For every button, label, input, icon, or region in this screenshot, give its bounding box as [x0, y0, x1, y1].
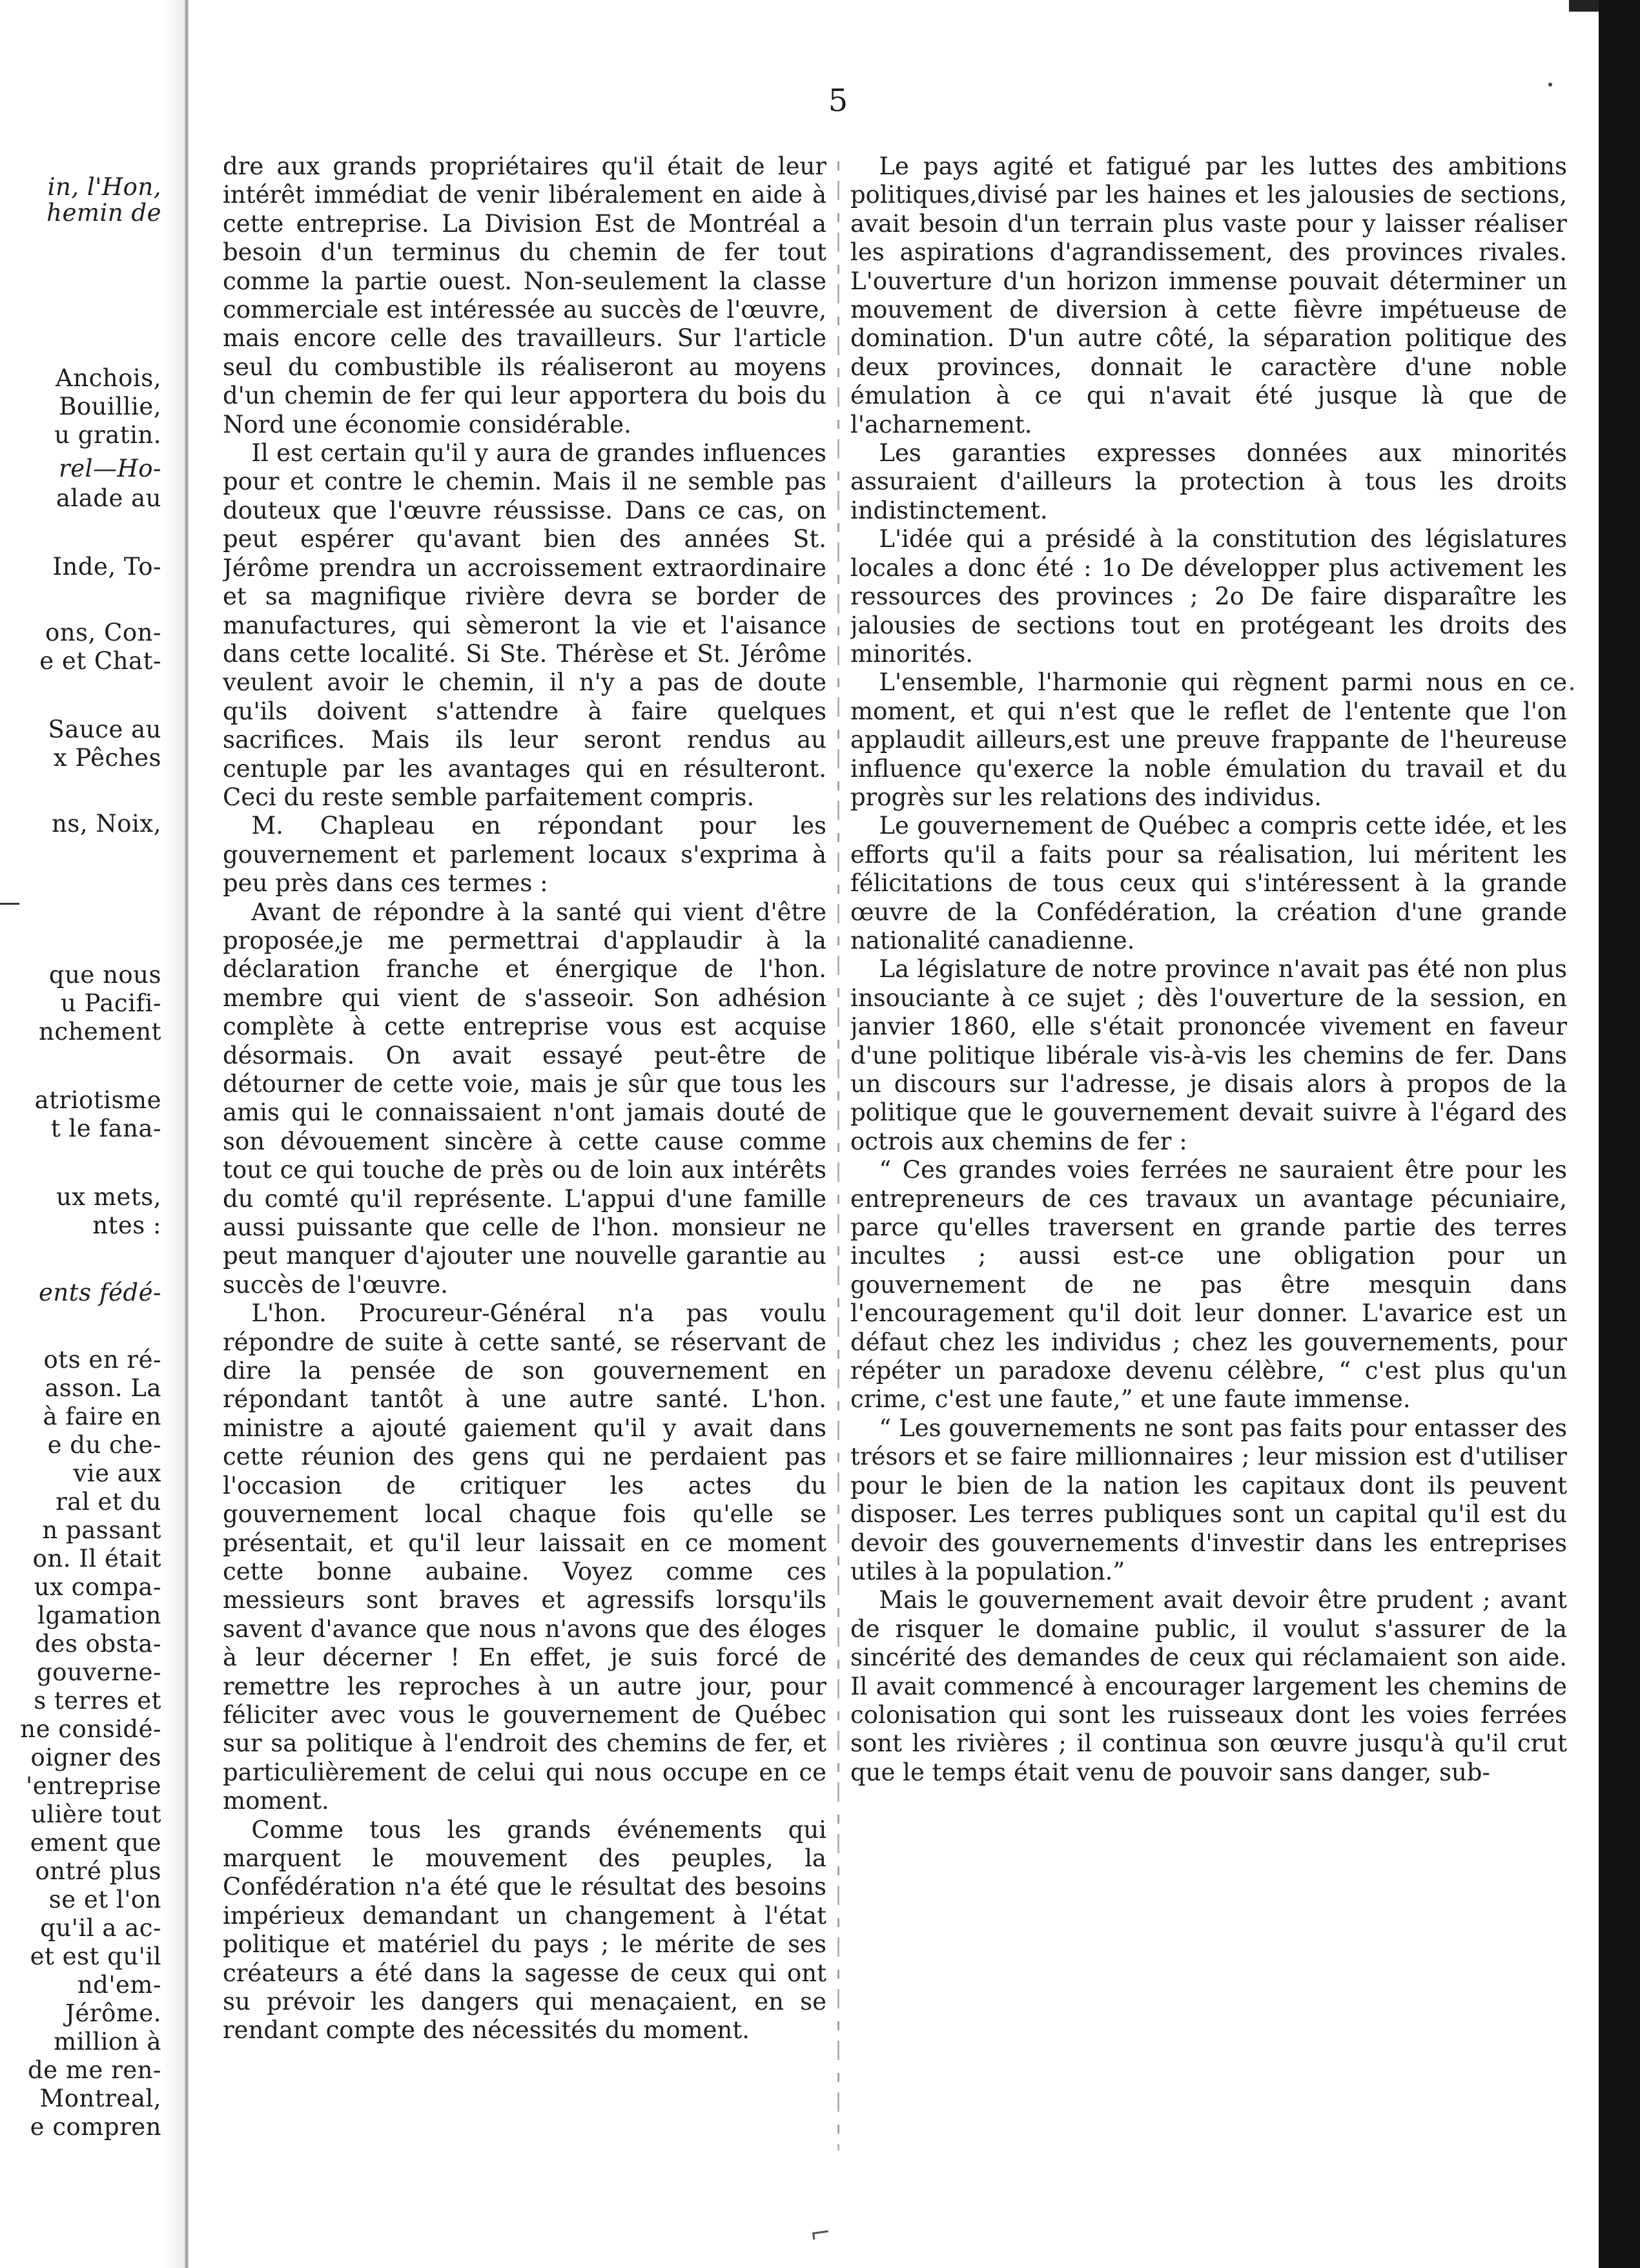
fragment-line: ement que — [30, 1829, 161, 1857]
fragment-line: u gratin. — [54, 421, 161, 449]
fragment-line: s terres et — [34, 1687, 161, 1715]
paragraph: Le pays agité et fatigué par les luttes des ambitions politiques,divisé par les haines et les jalousies de sections, avait besoin d'un terrain plus vaste pour y laisser réaliser les aspirations d'agrandissement, des provinces rivales. L'ouverture d'un horizon immense pouvait déterminer un mouvement de diversion à cette fièvre impétueuse de domination. D'un autre côté, la séparation politique des deux provinces, donnait le caractère d'une noble émulation à ce qui n'avait été jusque là que de l'acharnement. — [850, 152, 1567, 438]
paragraph: Comme tous les grands événements qui marquent le mouvement des peuples, la Confédération n'a été que le résultat des besoins impérieux demandant un changement à l'état politique et matériel du pays ; le mérite de ses créateurs a été dans la sagesse de ceux qui ont su prévoir les dangers qui menaçaient, en se rendant compte des nécessités du moment. — [223, 1815, 826, 2045]
paragraph: Le gouvernement de Québec a compris cette idée, et les efforts qu'il a faits pour sa réalisation, lui méritent les félicitations de tous ceux qui s'intéressent à la grande œuvre de la Confédération, la création d'une grande nationalité canadienne. — [850, 812, 1567, 954]
paragraph: Les garanties expresses données aux minorités assuraient d'ailleurs la protection à tous les droits indistinctement. — [850, 439, 1567, 524]
fragment-line: ents fédé- — [38, 1279, 161, 1306]
book-spine — [185, 0, 189, 2268]
fragment-line: ons, Con- — [45, 619, 161, 646]
page-number: 5 — [828, 83, 848, 119]
fragment-line: ux compa- — [34, 1573, 161, 1601]
fragment-line: asson. La — [45, 1374, 161, 1402]
fragment-line: alade au — [56, 484, 161, 512]
fragment-line: oigner des — [30, 1744, 161, 1771]
fragment-line: million à — [54, 2028, 161, 2056]
fragment-line: rel—Ho- — [59, 455, 161, 482]
fragment-line: et est qu'il — [30, 1943, 161, 1970]
fragment-line: ontré plus — [35, 1857, 161, 1885]
fragment-line: e et Chat- — [39, 647, 161, 675]
fragment-line: Montreal, — [39, 2085, 161, 2112]
fragment-line: Jérôme. — [65, 1999, 161, 2027]
fragment-line: e du che- — [47, 1431, 161, 1459]
fragment-line: u Pacifi- — [61, 989, 161, 1017]
fragment-line: qu'il a ac- — [40, 1914, 161, 1942]
fragment-line: Bouillie, — [59, 393, 161, 420]
ink-mark: ⌐ — [807, 2217, 834, 2251]
fragment-line: e compren — [30, 2113, 161, 2141]
fragment-line: ux mets, — [56, 1183, 161, 1211]
fragment-line: n passant — [42, 1516, 161, 1544]
paragraph: L'idée qui a présidé à la constitution des législatures locales a donc été : 1o De développer plus activement les ressources des provinces ; 2o De faire disparaître les jalousies de sections tout en protégeant les droits des minorités. — [850, 525, 1567, 668]
paragraph: Avant de répondre à la santé qui vient d'être proposée,je me permettrai d'applaudir à la déclaration franche et énergique de l'hon. membre qui vient de s'asseoir. Son adhésion complète à cette entreprise vous est acquise désormais. On avait essayé peut-être de détourner de cette voie, mais je sûr que tous les amis qui le connaissaient n'ont jamais douté de son dévouement sincère à cette cause comme tout ce qui touche de près ou de loin aux intérêts du comté qu'il représente. L'appui d'une famille aussi puissante que celle de l'hon. monsieur ne peut manquer d'ajouter une nouvelle garantie au succès de l'œuvre. — [223, 898, 826, 1299]
paragraph: La législature de notre province n'avait pas été non plus insouciante à ce sujet ; dès l'ouverture de la session, en janvier 1860, elle s'était prononcée vivement en faveur d'une politique libérale vis-à-vis les chemins de fer. Dans un discours sur l'adresse, je disais alors à propos de la politique que le gouvernement devait suivre à l'égard des octrois aux chemins de fer : — [850, 955, 1567, 1155]
fragment-line: gouverne- — [36, 1658, 161, 1686]
paragraph: “ Ces grandes voies ferrées ne sauraient être pour les entrepreneurs de ces travaux un avantage pécuniaire, parce qu'elles traversent en grande partie des terres incultes ; aussi est-ce une obligation pour un gouvernement de ne pas être mesquin dans l'encouragement qu'il doit leur donner. L'avarice est un défaut chez les individus ; chez les gouvernements, pour répéter un paradoxe devenu célèbre, “ c'est plus qu'un crime, c'est une faute,” et une faute immense. — [850, 1156, 1567, 1414]
fragment-line: ntes : — [92, 1211, 161, 1239]
scan-speck — [1548, 83, 1552, 87]
paragraph: Il est certain qu'il y aura de grandes influences pour et contre le chemin. Mais il ne semble pas douteux que l'œuvre réussisse. Dans ce cas, on peut espérer qu'avant bien des années St. Jérôme prendra un accroissement extraordinaire et sa magnifique rivière devra se border de manufactures, qui sèmeront la vie et l'aisance dans cette localité. Si Ste. Thérèse et St. Jérôme veulent avoir le chemin, il n'y a pas de doute qu'ils doivent s'attendre à faire quelques sacrifices. Mais ils leur seront rendus au centuple par les avantages qui en résulteront. Ceci du reste semble parfaitement compris. — [223, 439, 826, 811]
fragment-line: in, l'Hon, — [47, 173, 161, 201]
fragment-line: ral et du — [56, 1488, 161, 1516]
fragment-line: Inde, To- — [52, 553, 161, 581]
fragment-line: ots en ré- — [43, 1346, 161, 1374]
fragment-line: hemin de — [46, 199, 161, 227]
paragraph: L'ensemble, l'harmonie qui règnent parmi nous en ce moment, et qui n'est que le reflet de l'entente que l'on applaudit ailleurs,est une preuve frappante de l'heureuse influence qu'exerce la noble émulation du travail et du progrès sur les relations des individus. — [850, 668, 1567, 811]
paragraph: “ Les gouvernements ne sont pas faits pour entasser des trésors et se faire millionnaires ; leur mission est d'utiliser pour le bien de la nation les capitaux dont ils peuvent disposer. Les terres publiques sont un capital qu'il est du devoir des gouvernements d'investir dans les entreprises utiles à la population.” — [850, 1414, 1567, 1585]
fragment-line: Sauce au — [48, 716, 161, 743]
fragment-line: t le fana- — [50, 1115, 161, 1142]
paragraph: M. Chapleau en répondant pour les gouvernement et parlement locaux s'exprima à peu près dans ces termes : — [223, 812, 826, 898]
scan-speck — [1570, 687, 1573, 690]
paragraph: Mais le gouvernement avait devoir être prudent ; avant de risquer le domaine public, il voulut s'assurer de la sincérité des demandes de ceux qui réclamaient son aide. Il avait commencé à encourager largement les chemins de colonisation qui sont les ruisseaux dont les voies ferrées sont les rivières ; il continua son œuvre jusqu'à qu'il crut que le temps était venu de pouvoir sans danger, sub- — [850, 1586, 1567, 1786]
fragment-line: nchement — [39, 1018, 161, 1046]
fragment-line: se et l'on — [48, 1886, 161, 1913]
scan-border-right — [1599, 0, 1640, 2268]
fragment-line: ns, Noix, — [52, 810, 161, 838]
fragment-line: on. Il était — [32, 1545, 161, 1572]
fragment-line: lgamation — [37, 1602, 161, 1629]
fragment-line: atriotisme — [34, 1086, 161, 1114]
paragraph: L'hon. Procureur-Général n'a pas voulu répondre de suite à cette santé, se réservant de dire la pensée de son gouvernement en répondant tantôt à une autre santé. L'hon. ministre a ajouté gaiement qu'il y avait dans cette réunion des gens qui ne perdaient pas l'occasion de critiquer les actes du gouvernement local chaque fois qu'elle se présentait, et qu'il leur laissait en ce moment cette bonne aubaine. Voyez comme ces messieurs sont braves et agressifs lorsqu'ils savent d'avance que nous n'avons que des éloges à leur décerner ! En effet, je suis forcé de remettre les reproches à un autre jour, pour féliciter avec vous le gouvernement de Québec sur sa politique à l'endroit des chemins de fer, et particulièrement de celui qui nous occupe en ce moment. — [223, 1299, 826, 1815]
column-divider — [837, 161, 839, 2150]
left-text-column — [223, 152, 826, 2141]
fragment-line: x Pêches — [53, 744, 161, 772]
fragment-line: des obsta- — [35, 1630, 161, 1658]
fragment-line: nd'em- — [77, 1971, 161, 1999]
right-text-column — [850, 152, 1567, 2141]
fragment-line: Anchois, — [56, 364, 161, 392]
fragment-line: de me ren- — [27, 2056, 161, 2084]
fragment-line: que nous — [48, 961, 161, 989]
fragment-line: ulière tout — [30, 1800, 161, 1828]
scan-border-corner — [1569, 0, 1599, 12]
fragment-line: ne considé- — [20, 1715, 161, 1743]
fragment-line: à faire en — [43, 1403, 161, 1430]
previous-page-fragment — [0, 173, 167, 2227]
fragment-line: 'entreprise — [26, 1772, 161, 1800]
paragraph: dre aux grands propriétaires qu'il était de leur intérêt immédiat de venir libéralement en aide à cette entreprise. La Division Est de Montréal a besoin d'un terminus du chemin de fer tout comme la partie ouest. Non-seulement la classe commerciale est intéressée au succès de l'œuvre, mais encore celle des travailleurs. Sur l'article seul du combustible ils réaliseront au moyens d'un chemin de fer qui leur apportera du bois du Nord une économie considérable. — [223, 152, 826, 438]
fragment-line: vie aux — [73, 1459, 161, 1487]
fragment-rule — [0, 903, 19, 905]
